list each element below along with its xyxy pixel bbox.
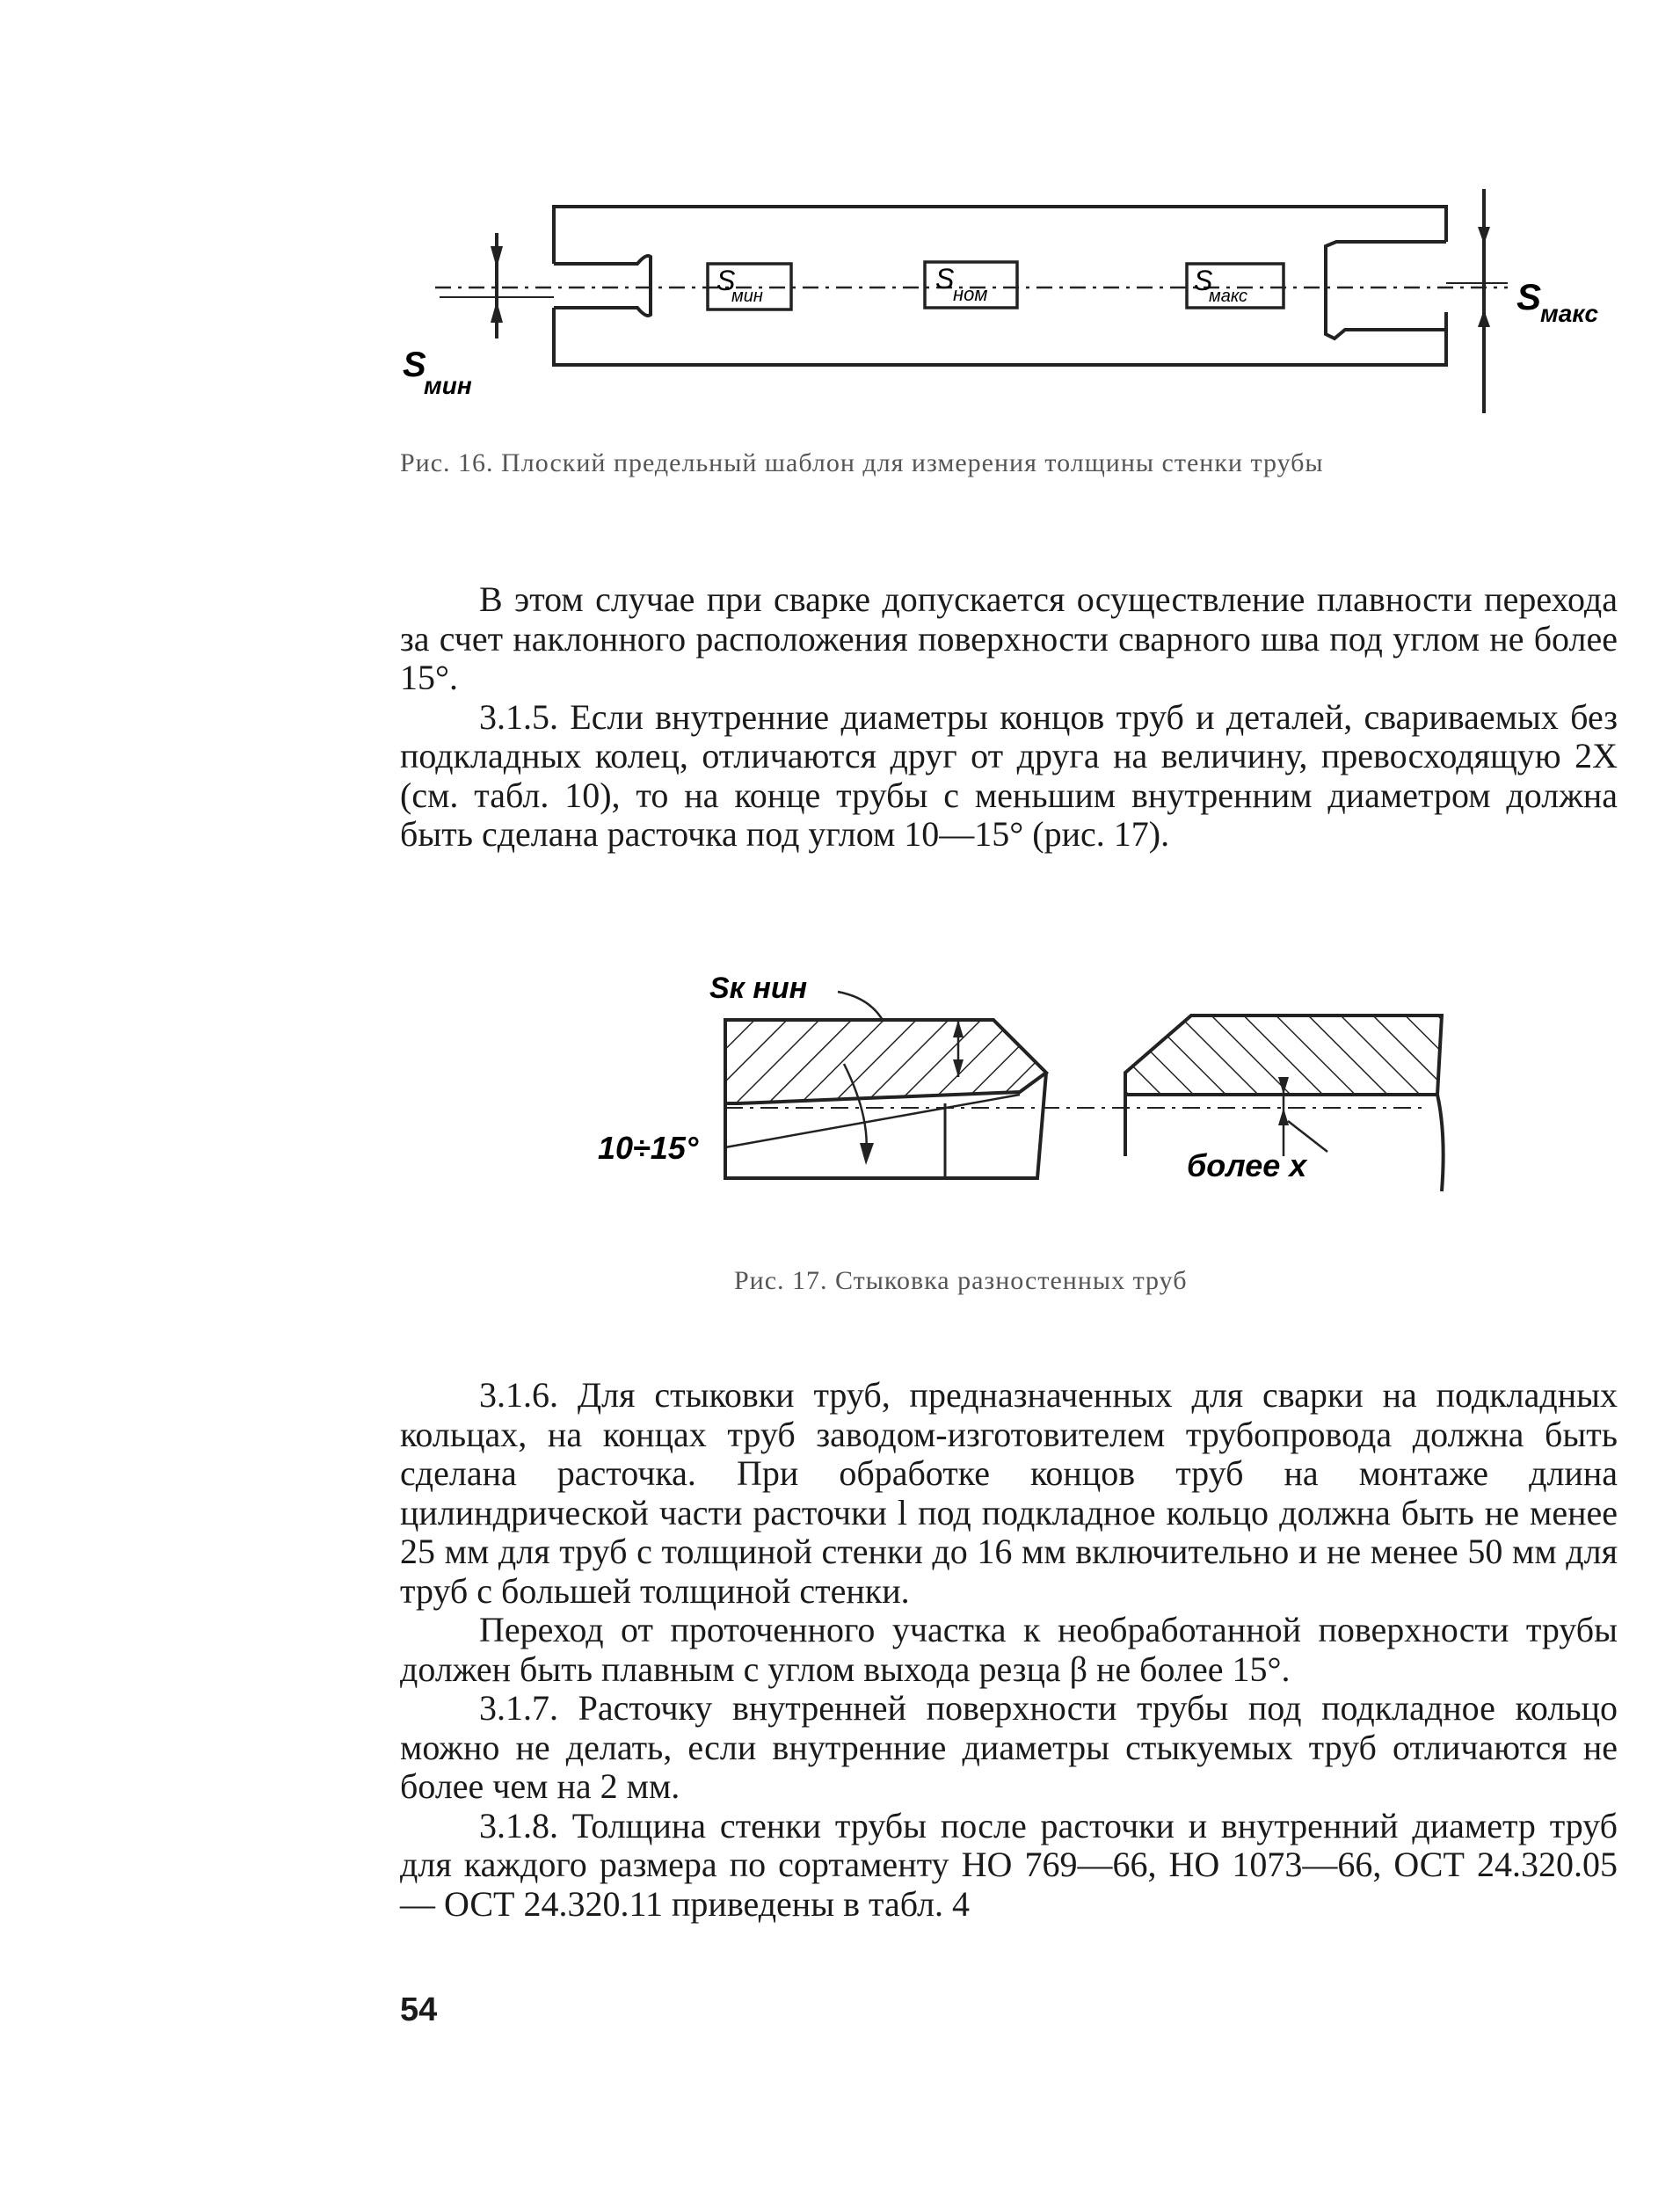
angle-label: 10÷15° [598, 1130, 699, 1166]
s-max-box-sub: макс [1209, 287, 1248, 306]
s-min-box-sub: мин [731, 287, 763, 306]
figure-16-diagram [387, 158, 1635, 413]
intro-paragraph: В этом случае при сварке допускается осуществление плавности перехода за счет наклонного расположения поверхности сварного шва под углом не более 15°. [400, 579, 1618, 697]
paragraph-3-1-7: 3.1.7. Расточку внутренней поверхности трубы под подкладное кольцо можно не делать, если внутренние диаметры стыкуемых труб отличаются не более чем на 2 мм. [400, 1688, 1618, 1806]
s-nom-box-sub: ном [953, 283, 988, 305]
s-nom-box-label: S [935, 263, 955, 295]
paragraph-3-1-6: 3.1.6. Для стыковки труб, предназначенных для сварки на подкладных кольцах, на концах труб заводом-изготовителем трубопровода должна быть сделана расточка. При обработке концов труб на монтаже длина цилиндрической части расточки l под подкладное кольцо должна быть не менее 25 мм для труб с толщиной стенки до 16 мм включительно и не менее 50 мм для труб с большей толщиной стенки. [400, 1375, 1618, 1611]
paragraph-3-1-8: 3.1.8. Толщина стенки трубы после расточки и внутренний диаметр труб для каждого размера по сортаменту НО 769—66, НО 1073—66, ОСТ 24.320.05 — ОСТ 24.320.11 приведены в табл. 4 [400, 1805, 1618, 1924]
s-max-box-label: S [1194, 265, 1213, 296]
page-number: 54 [400, 1991, 438, 2028]
s-max-dim-label: S [1516, 276, 1542, 317]
s-min-box-label: S [716, 265, 736, 296]
s-max-dim-sub: макс [1540, 300, 1599, 327]
more-x-label: более x [1187, 1147, 1307, 1183]
figure-17-diagram [580, 967, 1459, 1213]
paragraph-3-1-5: 3.1.5. Если внутренние диаметры концов труб и деталей, свариваемых без подкладных колец, отличаются друг от друга на величину, превосходящую 2X (см. табл. 10), то на конце трубы с меньшим внутренним диаметром должна быть сделана расточка под углом 10—15° (рис. 17). [400, 696, 1618, 854]
text-block-lower [400, 1376, 1618, 1924]
figure-17-caption: Рис. 17. Стыковка разностенных труб [734, 1266, 1188, 1295]
sk-min-label: Sк нин [709, 972, 808, 1005]
figure-16-caption: Рис. 16. Плоский предельный шаблон для измерения толщины стенки трубы [400, 448, 1324, 477]
paragraph-transition: Переход от проточенного участка к необработанной поверхности трубы должен быть плавным с углом выхода резца β не более 15°. [400, 1610, 1618, 1689]
text-block-upper [400, 580, 1618, 855]
s-min-dim-sub: мин [424, 372, 472, 399]
s-min-dim-label: S [403, 346, 426, 384]
